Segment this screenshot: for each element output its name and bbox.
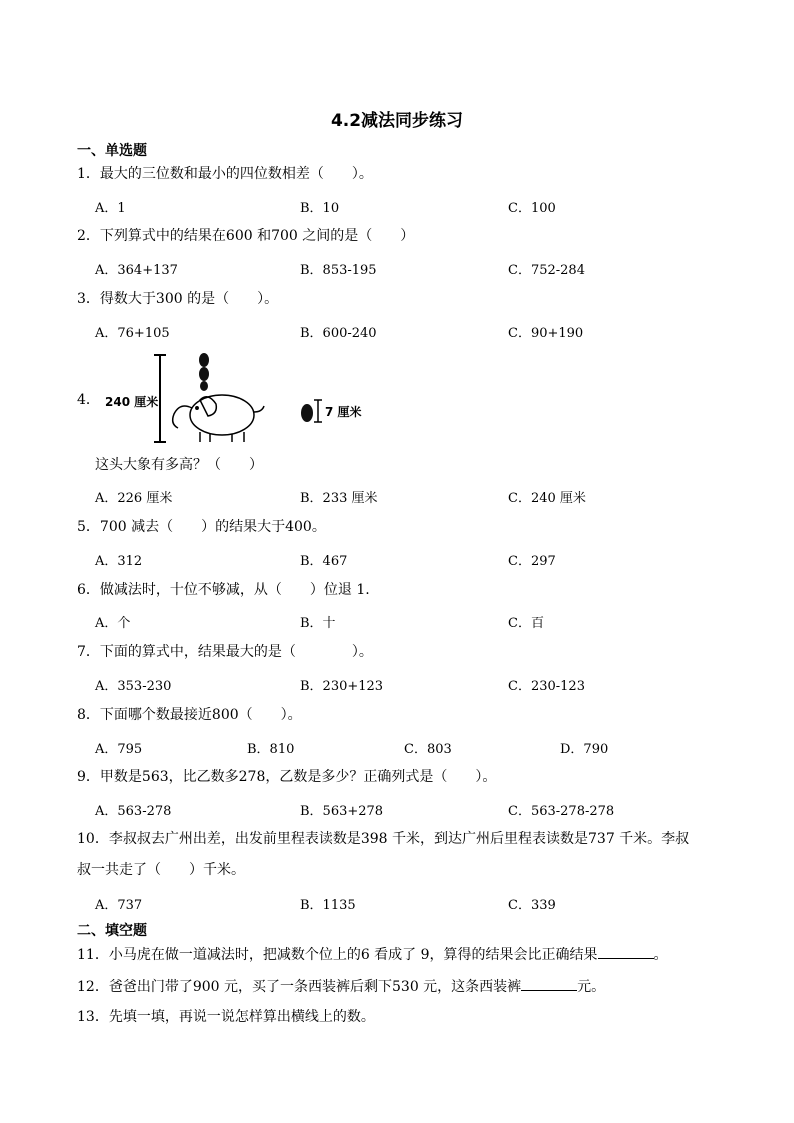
- stacked-mouse-icon: [199, 353, 209, 391]
- question-number: 11．: [77, 947, 109, 963]
- question-number: 8．: [77, 707, 100, 723]
- option-b[interactable]: B．467: [300, 554, 348, 569]
- question-number: 13．: [77, 1009, 109, 1025]
- question-1: [77, 164, 373, 184]
- question-text: 下面哪个数最接近800（ ）。: [99, 707, 302, 723]
- option-b[interactable]: B．600-240: [300, 326, 377, 341]
- option-c[interactable]: C．803: [404, 742, 452, 757]
- section-heading-choice: 一、单选题: [77, 143, 147, 159]
- question-text: 甲数是563，比乙数多278，乙数是多少？正确列式是（ ）。: [99, 769, 497, 785]
- option-b[interactable]: B．1135: [300, 898, 356, 913]
- question-text: 700 减去（ ）的结果大于400。: [99, 519, 326, 535]
- question-13: [77, 1007, 375, 1027]
- option-a[interactable]: A．个: [95, 616, 131, 631]
- question-text: 这头大象有多高？（ ）: [95, 457, 263, 473]
- option-a[interactable]: A．76+105: [95, 326, 170, 341]
- answer-blank[interactable]: [598, 944, 654, 959]
- option-c[interactable]: C．230-123: [508, 679, 585, 694]
- option-c[interactable]: C．339: [508, 898, 556, 913]
- option-d[interactable]: D．790: [560, 742, 609, 757]
- option-a[interactable]: A．1: [95, 201, 126, 216]
- option-b[interactable]: B．10: [300, 201, 340, 216]
- option-a[interactable]: A．737: [95, 898, 143, 913]
- options-row-9: [0, 800, 794, 820]
- option-a[interactable]: A．364+137: [95, 263, 178, 278]
- question-number: 2．: [77, 228, 100, 244]
- question-7: [77, 642, 373, 662]
- option-a[interactable]: A．226 厘米: [95, 491, 173, 506]
- option-b[interactable]: B．853-195: [300, 263, 377, 278]
- question-5: [77, 517, 326, 537]
- question-text: 小马虎在做一道减法时，把减数个位上的6 看成了 9，算得的结果会比正确结果: [108, 947, 598, 963]
- question-text: 下列算式中的结果在600 和700 之间的是（ ）: [99, 228, 415, 244]
- question-number: 1．: [77, 166, 100, 182]
- option-c[interactable]: C．563-278-278: [508, 804, 615, 819]
- question-text: 爸爸出门带了900 元，买了一条西装裤后剩下530 元，这条西装裤: [108, 979, 522, 995]
- question-8: [77, 705, 302, 725]
- question-9: [77, 767, 496, 787]
- question-number: 10．: [77, 831, 109, 847]
- mouse-icon: [301, 404, 313, 422]
- option-c[interactable]: C．297: [508, 554, 556, 569]
- question-3: [77, 289, 278, 309]
- options-row-8: [0, 738, 794, 758]
- question-11: [77, 944, 668, 965]
- question-10: [77, 829, 689, 849]
- question-number: 12．: [77, 979, 109, 995]
- option-c[interactable]: C．240 厘米: [508, 491, 586, 506]
- option-a[interactable]: A．795: [95, 742, 143, 757]
- option-b[interactable]: B．230+123: [300, 679, 384, 694]
- question-number: 9．: [77, 769, 100, 785]
- question-text: 先填一填，再说一说怎样算出横线上的数。: [108, 1009, 375, 1025]
- options-row-6: [0, 612, 794, 632]
- question-4: [95, 455, 263, 475]
- option-b[interactable]: B．十: [300, 616, 336, 631]
- page-title: 4.2减法同步练习: [330, 111, 464, 131]
- question-6: [77, 580, 370, 600]
- elephant-mouse-figure: [100, 350, 380, 450]
- option-a[interactable]: A．353-230: [95, 679, 172, 694]
- option-c[interactable]: C．752-284: [508, 263, 585, 278]
- option-b[interactable]: B．810: [247, 742, 295, 757]
- options-row-4: [0, 487, 794, 507]
- question-number: 6．: [77, 582, 100, 598]
- section-heading-fill: 二、填空题: [77, 923, 147, 939]
- options-row-3: [0, 322, 794, 342]
- question-text: 李叔叔去广州出差，出发前里程表读数是398 千米，到达广州后里程表读数是737 千米。李叔: [108, 831, 690, 847]
- answer-blank[interactable]: [521, 976, 577, 991]
- option-c[interactable]: C．百: [508, 616, 544, 631]
- question-text: 做减法时，十位不够减，从（ ）位退 1.: [99, 582, 370, 598]
- question-number: 7．: [77, 644, 100, 660]
- options-row-5: [0, 550, 794, 570]
- question-12: [77, 976, 605, 997]
- question-tail: 元。: [577, 979, 606, 995]
- question-2: [77, 226, 414, 246]
- elephant-icon: [173, 395, 264, 442]
- option-b[interactable]: B．563+278: [300, 804, 384, 819]
- options-row-2: [0, 259, 794, 279]
- option-b[interactable]: B．233 厘米: [300, 491, 378, 506]
- option-a[interactable]: A．563-278: [95, 804, 172, 819]
- question-tail: 。: [653, 947, 668, 963]
- elephant-height-label: 240 厘米: [105, 395, 159, 409]
- option-c[interactable]: C．90+190: [508, 326, 584, 341]
- question-4-number: 4．: [77, 392, 100, 408]
- question-text: 下面的算式中，结果最大的是（ ）。: [99, 644, 373, 660]
- option-c[interactable]: C．100: [508, 201, 556, 216]
- question-text: 最大的三位数和最小的四位数相差（ ）。: [99, 166, 373, 182]
- options-row-10: [0, 894, 794, 914]
- question-number: 5．: [77, 519, 100, 535]
- option-a[interactable]: A．312: [95, 554, 143, 569]
- options-row-1: [0, 197, 794, 217]
- question-number: 3．: [77, 291, 100, 307]
- mouse-height-label: 7 厘米: [325, 405, 362, 419]
- question-10-continued: 叔一共走了（ ）千米。: [77, 862, 245, 878]
- options-row-7: [0, 675, 794, 695]
- question-text: 得数大于300 的是（ ）。: [99, 291, 279, 307]
